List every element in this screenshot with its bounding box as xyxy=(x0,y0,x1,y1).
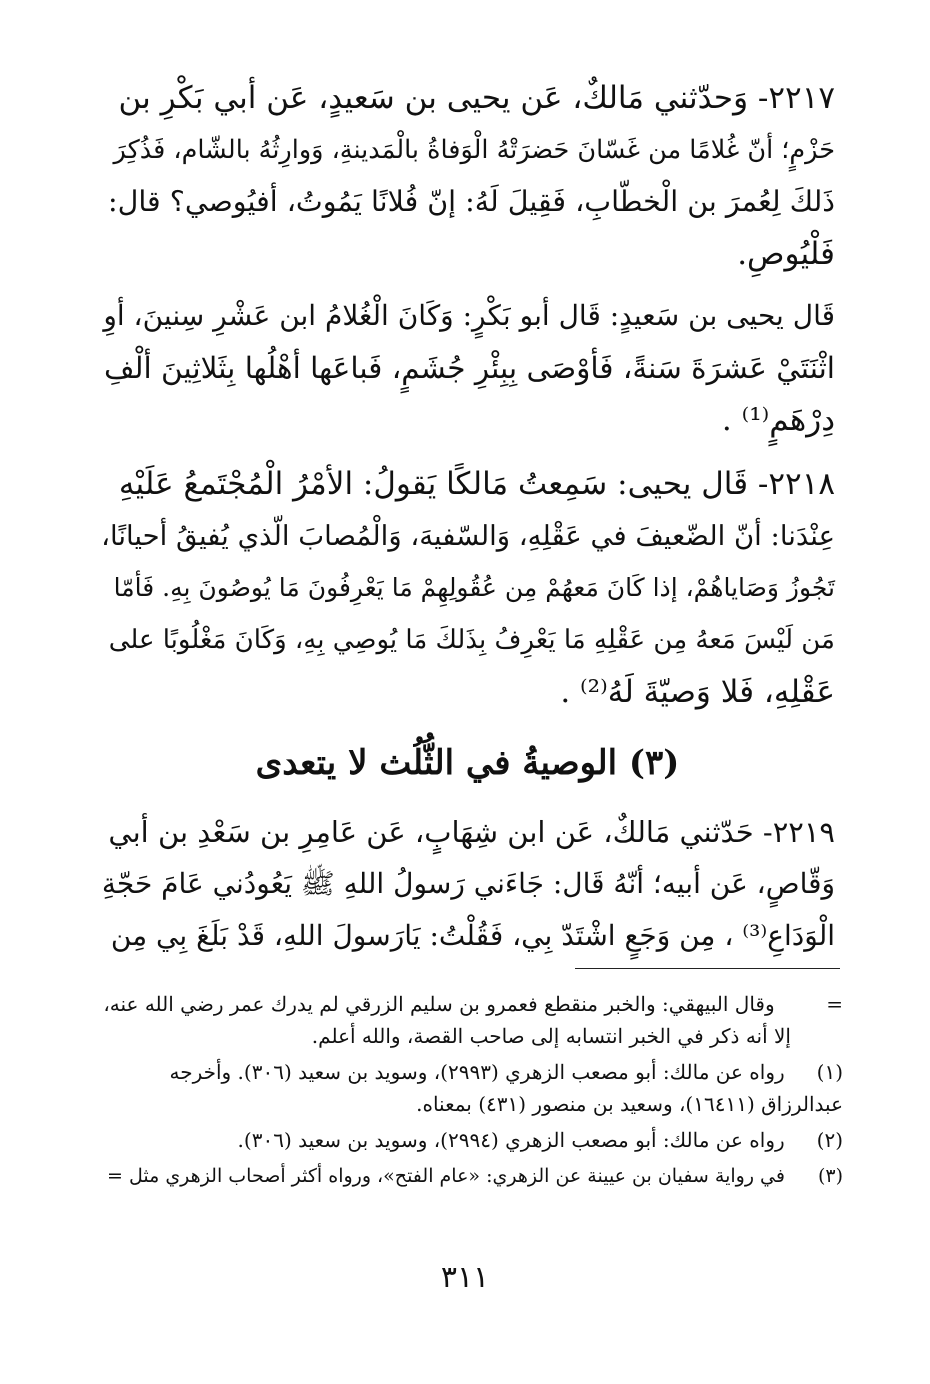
hadith-2217 xyxy=(100,72,835,280)
hadith-2219 xyxy=(100,806,835,962)
footnote-line: إلا أنه ذكر في الخبر انتسابه إلى صاحب القصة، والله أعلم. xyxy=(311,1024,791,1048)
text-line: دِرْهَمٍ⁽¹⁾ . xyxy=(721,402,835,438)
footnote-line: وقال البيهقي: والخبر منقطع فعمرو بن سليم الزرقي لم يدرك عمر رضي الله عنه، xyxy=(103,992,775,1016)
footnote-separator xyxy=(575,968,840,969)
footnote-3 xyxy=(95,1160,843,1192)
footnote-line-row xyxy=(95,1020,843,1052)
text-line: تَجُوزُ وَصَاياهُمْ، إذا كَانَ مَعهُمْ مِن عُقُولِهِمْ مَا يَعْرِفُونَ مَا يُوصُونَ بِهِ. فَأمّا xyxy=(113,573,835,602)
footnote-line: رواه عن مالك: أبو مصعب الزهري (٢٩٩٣)، وسويد بن سعيد (٣٠٦). وأخرجه xyxy=(169,1060,785,1084)
hadith-2218 xyxy=(100,458,835,718)
footnote-mark: = xyxy=(826,992,843,1016)
text-line: الْوَدَاعِ⁽³⁾ ، مِن وَجَعٍ اشْتَدّ بِي، فَقُلْتُ: يَارَسولَ اللهِ، قَدْ بَلَغَ بِي مِن xyxy=(110,919,835,952)
footnote-line: في رواية سفيان بن عيينة عن الزهري: «عام الفتح»، ورواه أكثر أصحاب الزهري مثل = xyxy=(107,1165,785,1187)
footnote-mark: (١) xyxy=(816,1060,843,1084)
footnote-2 xyxy=(95,1124,843,1156)
text-line: ٢٢١٨- قَال يحيى: سَمِعتُ مَالكًا يَقولُ: الأمْرُ الْمُجْتَمعُ عَلَيْهِ xyxy=(118,466,835,502)
footnote-line: عبدالرزاق (١٦٤١١)، وسعيد بن منصور (٤٣١) بمعناه. xyxy=(416,1092,843,1116)
text-line: مَن لَيْسَ مَعهُ مِن عَقْلِهِ مَا يَعْرِفُ بِذَلكَ مَا يُوصِي بِهِ، وَكَانَ مَغْلُوبًا على xyxy=(108,625,835,655)
footnote-continued xyxy=(95,988,843,1020)
text-line: ذَلكَ لِعُمرَ بن الْخطّابِ، فَقِيلَ لَهُ: إنّ فُلانًا يَمُوتُ، أفيُوصي؟ قال: xyxy=(108,185,835,218)
text-line: اثْنَتَيْ عَشرَةَ سَنةً، فَأوْصَى بِبِئْرِ جُشَمٍ، فَباعَها أهْلُها بِثَلاثِينَ ألْفِ xyxy=(103,351,835,385)
text-line: عَقْلِهِ، فَلا وَصيّةَ لَهُ⁽²⁾ . xyxy=(560,674,835,710)
footnote-mark: (٢) xyxy=(816,1128,843,1152)
footnote-line-row xyxy=(95,1088,843,1120)
footnote-line: رواه عن مالك: أبو مصعب الزهري (٢٩٩٤)، وسويد بن سعيد (٣٠٦). xyxy=(237,1128,785,1152)
footnote-mark: (٣) xyxy=(817,1165,843,1187)
text-line: وَقّاصٍ، عَن أبيه؛ أنّهُ قَال: جَاءَني رَسولُ اللهِ ﷺ يَعُودُني عَامَ حَجّةِ xyxy=(101,867,835,900)
text-line: ٢٢١٩- حَدّثني مَالكٌ، عَن ابن شِهَابٍ، عَن عَامِرِ بن سَعْدِ بن أبي xyxy=(108,815,835,849)
text-line: قَال يحيى بن سَعيدٍ: قَال أبو بَكْرٍ: وَكَانَ الْغُلامُ ابن عَشْرِ سِنينَ، أوِ xyxy=(103,299,835,332)
footnotes xyxy=(95,988,843,1192)
text-line: ٢٢١٧- وَحدّثني مَالكٌ، عَن يحيى بن سَعيدٍ، عَن أبي بَكْرِ بن xyxy=(118,80,835,116)
page-number: ٣١١ xyxy=(440,1260,490,1295)
yahya-comment-paragraph xyxy=(100,290,835,446)
text-line: عِنْدَنا: أنّ الضّعيفَ في عَقْلِهِ، وَالسّفيهَ، وَالْمُصابَ الّذي يُفيقُ أحيانًا، xyxy=(101,520,835,552)
section-heading: (٣) الوصيةُ في الثُّلُث لا يتعدى xyxy=(255,743,680,783)
text-line: حَزْمٍ؛ أنّ غُلامًا من غَسّانَ حَضرَتْهُ الْوَفاةُ بالْمَدينةِ، وَوارِثُهُ بالشّام، فَذُكِرَ xyxy=(113,135,835,165)
text-line: فَلْيُوصِ. xyxy=(737,236,835,272)
footnote-1 xyxy=(95,1056,843,1088)
